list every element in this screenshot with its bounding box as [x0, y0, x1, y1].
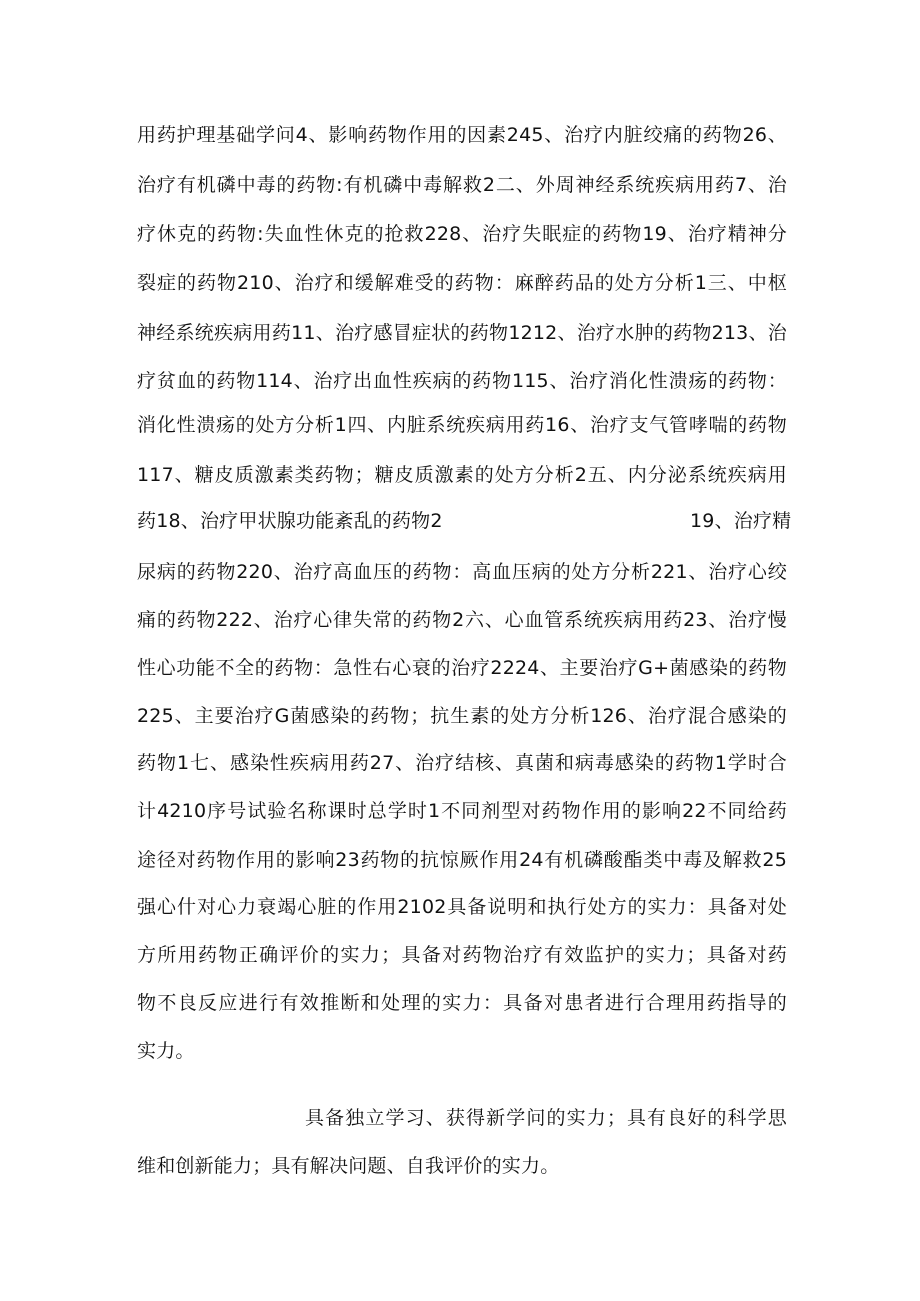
- paragraph-1-line-17: 强心什对心力衰竭心脏的作用2102具备说明和执行处方的实力：具备对处: [137, 896, 787, 918]
- paragraph-1-line-14: 药物1七、感染性疾病用药27、治疗结核、真菌和病毒感染的药物1学时合: [137, 752, 787, 774]
- paragraph-1-line-3: 疗休克的药物:失血性休克的抢救228、治疗失眠症的药物19、治疗精神分: [137, 223, 787, 245]
- paragraph-2-line-1: 具备独立学习、获得新学问的实力；具有良好的科学思: [305, 1107, 787, 1129]
- paragraph-1-line-1: 用药护理基础学问4、影响药物作用的因素245、治疗内脏绞痛的药物26、: [137, 124, 787, 146]
- paragraph-1-line-15: 计4210序号试验名称课时总学时1不同剂型对药物作用的影响22不同给药: [137, 800, 787, 822]
- paragraph-1-line-12: 性心功能不全的药物：急性右心衰的治疗2224、主要治疗G+菌感染的药物: [137, 657, 787, 679]
- paragraph-1-line-9-tail: 19、治疗精: [690, 510, 792, 532]
- paragraph-1-line-10: 尿病的药物220、治疗高血压的药物：高血压病的处方分析221、治疗心绞: [137, 561, 787, 583]
- paragraph-1-line-8: 117、糖皮质激素类药物；糖皮质激素的处方分析2五、内分泌系统疾病用: [137, 464, 787, 486]
- paragraph-1-line-4: 裂症的药物210、治疗和缓解难受的药物：麻醉药品的处方分析1三、中枢: [137, 272, 787, 294]
- paragraph-1-line-2: 治疗有机磷中毒的药物:有机磷中毒解救2二、外周神经系统疾病用药7、治: [137, 174, 787, 196]
- paragraph-1-line-5: 神经系统疾病用药11、治疗感冒症状的药物1212、治疗水肿的药物213、治: [137, 322, 787, 344]
- paragraph-1-line-16: 途径对药物作用的影响23药物的抗惊厥作用24有机磷酸酯类中毒及解救25: [137, 849, 787, 871]
- paragraph-1-line-20: 实力。: [137, 1040, 195, 1062]
- paragraph-1-line-13: 225、主要治疗G菌感染的药物；抗生素的处方分析126、治疗混合感染的: [137, 705, 787, 727]
- paragraph-1-line-19: 物不良反应进行有效推断和处理的实力：具备对患者进行合理用药指导的: [137, 992, 787, 1014]
- paragraph-1-line-6: 疗贫血的药物114、治疗出血性疾病的药物115、治疗消化性溃疡的药物：: [137, 370, 787, 392]
- paragraph-1-line-11: 痛的药物222、治疗心律失常的药物2六、心血管系统疾病用药23、治疗慢: [137, 609, 787, 631]
- paragraph-1-line-7: 消化性溃疡的处方分析1四、内脏系统疾病用药16、治疗支气管哮喘的药物: [137, 414, 787, 436]
- paragraph-1-line-18: 方所用药物正确评价的实力；具备对药物治疗有效监护的实力；具备对药: [137, 944, 787, 966]
- paragraph-1-line-9-head: 药18、治疗甲状腺功能紊乱的药物2: [137, 510, 443, 532]
- paragraph-1-line-9: [137, 501, 792, 541]
- paragraph-2-line-2: 维和创新能力；具有解决问题、自我评价的实力。: [137, 1155, 560, 1177]
